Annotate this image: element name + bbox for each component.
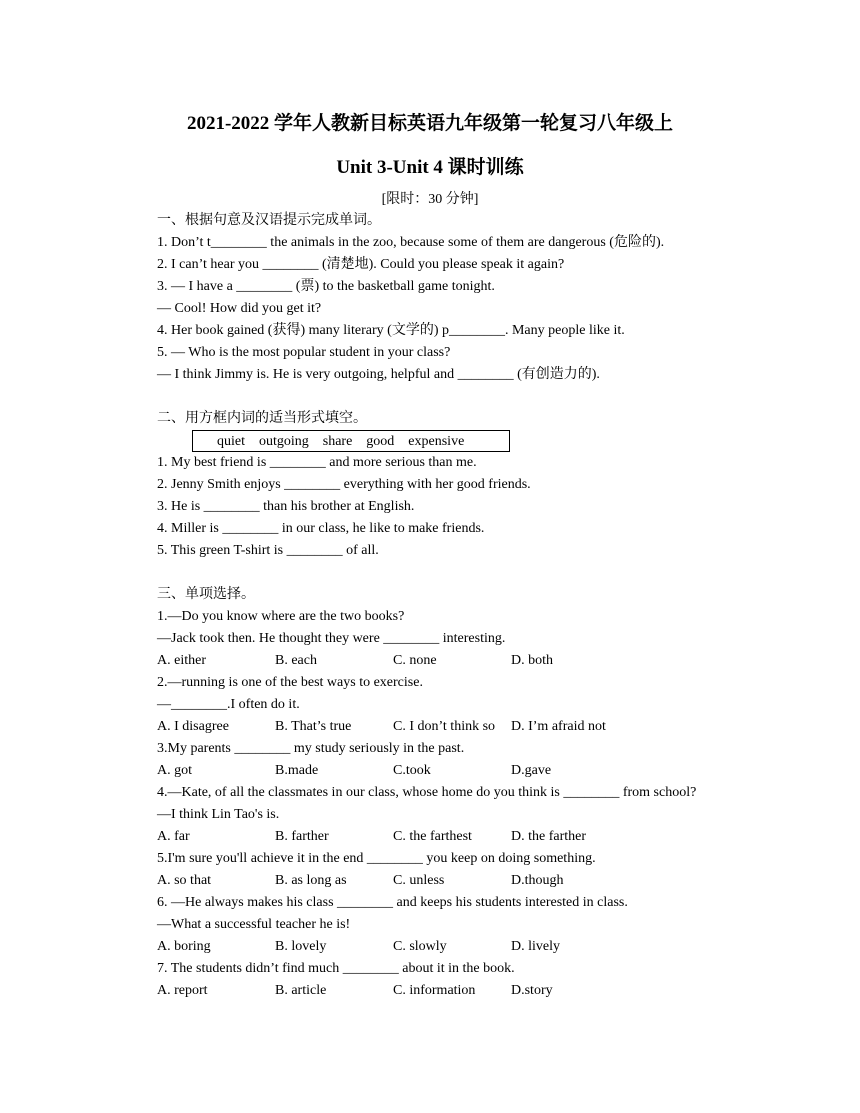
section2-line: 1. My best friend is ________ and more serious than me.: [157, 455, 477, 470]
option-a: A. I disagree: [157, 719, 229, 734]
option-d: D.gave: [511, 763, 552, 778]
section2-line: 2. Jenny Smith enjoys ________ everything with her good friends.: [157, 477, 531, 492]
option-a: A. either: [157, 653, 206, 668]
question-line: 3.My parents ________ my study seriously in the past.: [157, 741, 465, 756]
section1-line: 4. Her book gained (获得) many literary (文学的) p________. Many people like it.: [157, 323, 625, 338]
question-line: 5.I'm sure you'll achieve it in the end ________ you keep on doing something.: [157, 851, 596, 866]
option-c: C. information: [393, 983, 476, 998]
section1-line: 3. — I have a ________ (票) to the basketball game tonight.: [157, 279, 495, 294]
option-b: B. each: [275, 653, 317, 668]
option-c: C. slowly: [393, 939, 447, 954]
option-b: B. as long as: [275, 873, 347, 888]
option-d: D. I’m afraid not: [511, 719, 606, 734]
option-b: B.made: [275, 763, 319, 778]
question-line: —Jack took then. He thought they were ________ interesting.: [157, 631, 506, 646]
question-line: —What a successful teacher he is!: [157, 917, 351, 932]
answer-options: [157, 826, 837, 848]
option-d: D.though: [511, 873, 564, 888]
spacer: [157, 562, 837, 584]
section1-line: 2. I can’t hear you ________ (清楚地). Could you please speak it again?: [157, 257, 565, 272]
section2-line: 5. This green T-shirt is ________ of all.: [157, 543, 379, 558]
spacer: [157, 386, 837, 408]
section1-heading: 一、根据句意及汉语提示完成单词。: [157, 213, 381, 228]
question-line: 4.—Kate, of all the classmates in our class, whose home do you think is ________ from school?: [157, 785, 697, 800]
answer-options: [157, 716, 837, 738]
time-limit: [限时：30 分钟]: [381, 192, 479, 207]
option-b: B. That’s true: [275, 719, 352, 734]
option-a: A. report: [157, 983, 208, 998]
section1-line: — Cool! How did you get it?: [157, 301, 322, 316]
question-line: 2.—running is one of the best ways to exercise.: [157, 675, 423, 690]
option-d: D. lively: [511, 939, 560, 954]
document-subtitle: Unit 3-Unit 4 课时训练: [336, 157, 524, 178]
option-d: D. the farther: [511, 829, 587, 844]
answer-options: [157, 980, 837, 1002]
section2-line: 4. Miller is ________ in our class, he like to make friends.: [157, 521, 485, 536]
answer-options: [157, 936, 837, 958]
word-box: quiet outgoing share good expensive: [192, 430, 510, 452]
option-c: C. unless: [393, 873, 445, 888]
option-c: C. the farthest: [393, 829, 472, 844]
option-b: B. farther: [275, 829, 329, 844]
answer-options: [157, 870, 837, 892]
exercise-content: [157, 210, 837, 1002]
question-line: 6. —He always makes his class ________ and keeps his students interested in class.: [157, 895, 628, 910]
option-c: C.took: [393, 763, 431, 778]
answer-options: [157, 650, 837, 672]
section1-line: 1. Don’t t________ the animals in the zoo, because some of them are dangerous (危险的).: [157, 235, 665, 250]
option-d: D. both: [511, 653, 553, 668]
section2-line: 3. He is ________ than his brother at English.: [157, 499, 415, 514]
option-a: A. far: [157, 829, 190, 844]
section1-line: 5. — Who is the most popular student in your class?: [157, 345, 451, 360]
option-a: A. got: [157, 763, 192, 778]
option-b: B. article: [275, 983, 327, 998]
option-c: C. I don’t think so: [393, 719, 496, 734]
section1-line: — I think Jimmy is. He is very outgoing, helpful and ________ (有创造力的).: [157, 367, 600, 382]
option-a: A. so that: [157, 873, 212, 888]
document-title: 2021-2022 学年人教新目标英语九年级第一轮复习八年级上: [186, 113, 674, 134]
option-a: A. boring: [157, 939, 211, 954]
question-line: —I think Lin Tao's is.: [157, 807, 280, 822]
section2-heading: 二、用方框内词的适当形式填空。: [157, 411, 367, 426]
option-d: D.story: [511, 983, 553, 998]
question-line: 1.—Do you know where are the two books?: [157, 609, 405, 624]
option-c: C. none: [393, 653, 437, 668]
section3-heading: 三、单项选择。: [157, 587, 255, 602]
question-line: 7. The students didn’t find much ________ about it in the book.: [157, 961, 515, 976]
answer-options: [157, 760, 837, 782]
question-line: —________.I often do it.: [157, 697, 300, 712]
option-b: B. lovely: [275, 939, 327, 954]
